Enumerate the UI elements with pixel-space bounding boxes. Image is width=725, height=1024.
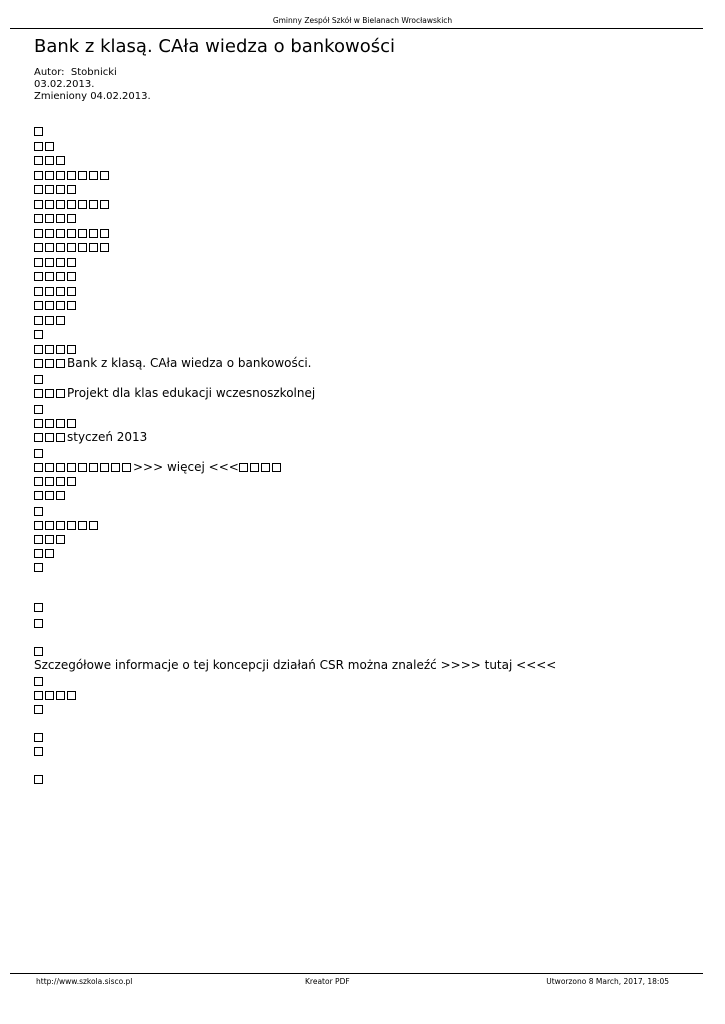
missing-glyph-icon xyxy=(45,433,54,442)
missing-glyph-icon xyxy=(56,345,65,354)
missing-glyph-icon xyxy=(56,258,65,267)
body-line xyxy=(34,327,45,342)
missing-glyph-icon xyxy=(34,316,43,325)
missing-glyph-icon xyxy=(34,345,43,354)
body-line xyxy=(34,226,111,241)
missing-glyph-icon xyxy=(100,200,109,209)
missing-glyph-icon xyxy=(34,127,43,136)
missing-glyph-icon xyxy=(34,463,43,472)
missing-glyph-icon xyxy=(45,214,54,223)
missing-glyph-icon xyxy=(45,229,54,238)
missing-glyph-icon xyxy=(56,691,65,700)
missing-glyph-icon xyxy=(56,535,65,544)
body-line xyxy=(34,600,45,615)
body-line xyxy=(34,546,56,561)
missing-glyph-icon xyxy=(34,287,43,296)
missing-glyph-icon xyxy=(34,389,43,398)
missing-glyph-icon xyxy=(89,229,98,238)
missing-glyph-icon xyxy=(34,142,43,151)
body-line xyxy=(34,474,78,489)
missing-glyph-icon xyxy=(100,171,109,180)
body-line-text[interactable]: >>> więcej <<< xyxy=(133,460,239,474)
missing-glyph-icon xyxy=(34,243,43,252)
footer-created: Utworzono 8 March, 2017, 18:05 xyxy=(546,977,669,986)
body-line xyxy=(34,284,78,299)
missing-glyph-icon xyxy=(34,691,43,700)
missing-glyph-icon xyxy=(45,156,54,165)
missing-glyph-icon xyxy=(45,389,54,398)
missing-glyph-icon xyxy=(67,258,76,267)
body-line xyxy=(34,182,78,197)
author-label: Autor: xyxy=(34,67,65,78)
missing-glyph-icon xyxy=(67,691,76,700)
missing-glyph-icon xyxy=(34,200,43,209)
body-line xyxy=(34,269,78,284)
missing-glyph-icon xyxy=(34,563,43,572)
body-line xyxy=(34,730,45,745)
body-line xyxy=(34,644,45,659)
author-name: Stobnicki xyxy=(70,67,117,78)
missing-glyph-icon xyxy=(34,647,43,656)
missing-glyph-icon xyxy=(34,229,43,238)
missing-glyph-icon xyxy=(34,507,43,516)
missing-glyph-icon xyxy=(67,272,76,281)
body-line xyxy=(34,124,45,139)
missing-glyph-icon xyxy=(78,200,87,209)
missing-glyph-icon xyxy=(45,535,54,544)
missing-glyph-icon xyxy=(56,301,65,310)
missing-glyph-icon xyxy=(45,521,54,530)
missing-glyph-icon xyxy=(34,214,43,223)
missing-glyph-icon xyxy=(67,243,76,252)
missing-glyph-icon xyxy=(56,316,65,325)
missing-glyph-icon xyxy=(67,200,76,209)
missing-glyph-icon xyxy=(34,258,43,267)
missing-glyph-icon xyxy=(78,521,87,530)
missing-glyph-icon xyxy=(45,200,54,209)
missing-glyph-icon xyxy=(89,171,98,180)
missing-glyph-icon xyxy=(78,171,87,180)
body-line xyxy=(34,504,45,519)
body-line xyxy=(34,744,45,759)
missing-glyph-icon xyxy=(34,619,43,628)
body-line xyxy=(34,386,315,401)
missing-glyph-icon xyxy=(45,491,54,500)
missing-glyph-icon xyxy=(45,691,54,700)
missing-glyph-icon xyxy=(272,463,281,472)
missing-glyph-icon xyxy=(56,214,65,223)
body-line xyxy=(34,688,78,703)
missing-glyph-icon xyxy=(34,775,43,784)
date-created: 03.02.2013. xyxy=(34,79,95,90)
body-line-text: styczeń 2013 xyxy=(67,430,148,444)
body-line xyxy=(34,255,78,270)
missing-glyph-icon xyxy=(34,375,43,384)
body-line-text: Projekt dla klas edukacji wczesnoszkolnej xyxy=(67,386,316,400)
body-line xyxy=(34,488,67,503)
body-line xyxy=(34,518,100,533)
body-line xyxy=(34,197,111,212)
missing-glyph-icon xyxy=(34,156,43,165)
body-line xyxy=(34,342,78,357)
missing-glyph-icon xyxy=(89,200,98,209)
missing-glyph-icon xyxy=(78,229,87,238)
missing-glyph-icon xyxy=(34,433,43,442)
missing-glyph-icon xyxy=(67,345,76,354)
missing-glyph-icon xyxy=(34,491,43,500)
missing-glyph-icon xyxy=(122,463,131,472)
body-line xyxy=(34,298,78,313)
missing-glyph-icon xyxy=(45,477,54,486)
missing-glyph-icon xyxy=(56,171,65,180)
missing-glyph-icon xyxy=(45,272,54,281)
missing-glyph-icon xyxy=(56,243,65,252)
missing-glyph-icon xyxy=(34,185,43,194)
header-site: Gminny Zespół Szkół w Bielanach Wrocławskich xyxy=(272,16,453,25)
missing-glyph-icon xyxy=(45,549,54,558)
missing-glyph-icon xyxy=(56,156,65,165)
body-line xyxy=(34,139,56,154)
missing-glyph-icon xyxy=(34,521,43,530)
missing-glyph-icon xyxy=(45,359,54,368)
date-modified: Zmieniony 04.02.2013. xyxy=(34,91,151,102)
missing-glyph-icon xyxy=(67,521,76,530)
missing-glyph-icon xyxy=(34,535,43,544)
missing-glyph-icon xyxy=(34,405,43,414)
missing-glyph-icon xyxy=(89,521,98,530)
missing-glyph-icon xyxy=(111,463,120,472)
missing-glyph-icon xyxy=(45,171,54,180)
missing-glyph-icon xyxy=(67,301,76,310)
missing-glyph-icon xyxy=(56,419,65,428)
footer-rule xyxy=(10,973,703,974)
missing-glyph-icon xyxy=(34,747,43,756)
body-line xyxy=(34,674,45,689)
missing-glyph-icon xyxy=(34,549,43,558)
missing-glyph-icon xyxy=(67,171,76,180)
body-line xyxy=(34,313,67,328)
body-line-text: Bank z klasą. CAła wiedza o bankowości. xyxy=(67,356,312,370)
missing-glyph-icon xyxy=(56,433,65,442)
page-title: Bank z klasą. CAła wiedza o bankowości xyxy=(34,36,395,57)
footer-generator: Kreator PDF xyxy=(305,977,350,986)
missing-glyph-icon xyxy=(56,272,65,281)
body-line xyxy=(34,702,45,717)
missing-glyph-icon xyxy=(45,419,54,428)
missing-glyph-icon xyxy=(100,463,109,472)
body-line xyxy=(34,772,45,787)
missing-glyph-icon xyxy=(56,463,65,472)
missing-glyph-icon xyxy=(34,330,43,339)
missing-glyph-icon xyxy=(67,419,76,428)
missing-glyph-icon xyxy=(67,477,76,486)
missing-glyph-icon xyxy=(56,491,65,500)
missing-glyph-icon xyxy=(34,449,43,458)
missing-glyph-icon xyxy=(34,359,43,368)
missing-glyph-icon xyxy=(67,463,76,472)
missing-glyph-icon xyxy=(56,229,65,238)
missing-glyph-icon xyxy=(45,301,54,310)
missing-glyph-icon xyxy=(56,389,65,398)
missing-glyph-icon xyxy=(45,185,54,194)
body-line xyxy=(34,153,67,168)
body-line xyxy=(34,240,111,255)
missing-glyph-icon xyxy=(56,185,65,194)
missing-glyph-icon xyxy=(67,287,76,296)
body-line xyxy=(34,616,45,631)
missing-glyph-icon xyxy=(34,171,43,180)
missing-glyph-icon xyxy=(45,316,54,325)
missing-glyph-icon xyxy=(67,214,76,223)
missing-glyph-icon xyxy=(250,463,259,472)
missing-glyph-icon xyxy=(89,243,98,252)
missing-glyph-icon xyxy=(56,200,65,209)
missing-glyph-icon xyxy=(78,243,87,252)
missing-glyph-icon xyxy=(100,243,109,252)
missing-glyph-icon xyxy=(45,142,54,151)
missing-glyph-icon xyxy=(45,345,54,354)
author-line xyxy=(34,67,151,79)
missing-glyph-icon xyxy=(239,463,248,472)
body-line-text[interactable]: Szczegółowe informacje o tej koncepcji działań CSR można znaleźć >>>> tutaj <<<< xyxy=(34,658,557,672)
body-line xyxy=(34,372,45,387)
missing-glyph-icon xyxy=(34,733,43,742)
body-line xyxy=(34,658,556,673)
missing-glyph-icon xyxy=(100,229,109,238)
missing-glyph-icon xyxy=(45,258,54,267)
missing-glyph-icon xyxy=(34,477,43,486)
article-meta xyxy=(34,67,151,103)
missing-glyph-icon xyxy=(34,705,43,714)
missing-glyph-icon xyxy=(34,419,43,428)
body-line xyxy=(34,168,111,183)
missing-glyph-icon xyxy=(89,463,98,472)
missing-glyph-icon xyxy=(56,287,65,296)
body-line xyxy=(34,560,45,575)
missing-glyph-icon xyxy=(56,521,65,530)
missing-glyph-icon xyxy=(78,463,87,472)
body-line xyxy=(34,460,283,475)
missing-glyph-icon xyxy=(34,272,43,281)
missing-glyph-icon xyxy=(34,677,43,686)
missing-glyph-icon xyxy=(34,603,43,612)
body-line xyxy=(34,402,45,417)
missing-glyph-icon xyxy=(67,229,76,238)
body-line xyxy=(34,416,78,431)
body-line xyxy=(34,356,311,371)
missing-glyph-icon xyxy=(34,301,43,310)
missing-glyph-icon xyxy=(261,463,270,472)
missing-glyph-icon xyxy=(56,359,65,368)
missing-glyph-icon xyxy=(45,463,54,472)
header-rule xyxy=(10,28,703,29)
missing-glyph-icon xyxy=(45,287,54,296)
missing-glyph-icon xyxy=(45,243,54,252)
body-line xyxy=(34,430,147,445)
missing-glyph-icon xyxy=(67,185,76,194)
footer-url-link[interactable]: http://www.szkola.sisco.pl xyxy=(36,977,133,986)
missing-glyph-icon xyxy=(56,477,65,486)
body-line xyxy=(34,532,67,547)
body-line xyxy=(34,446,45,461)
body-line xyxy=(34,211,78,226)
